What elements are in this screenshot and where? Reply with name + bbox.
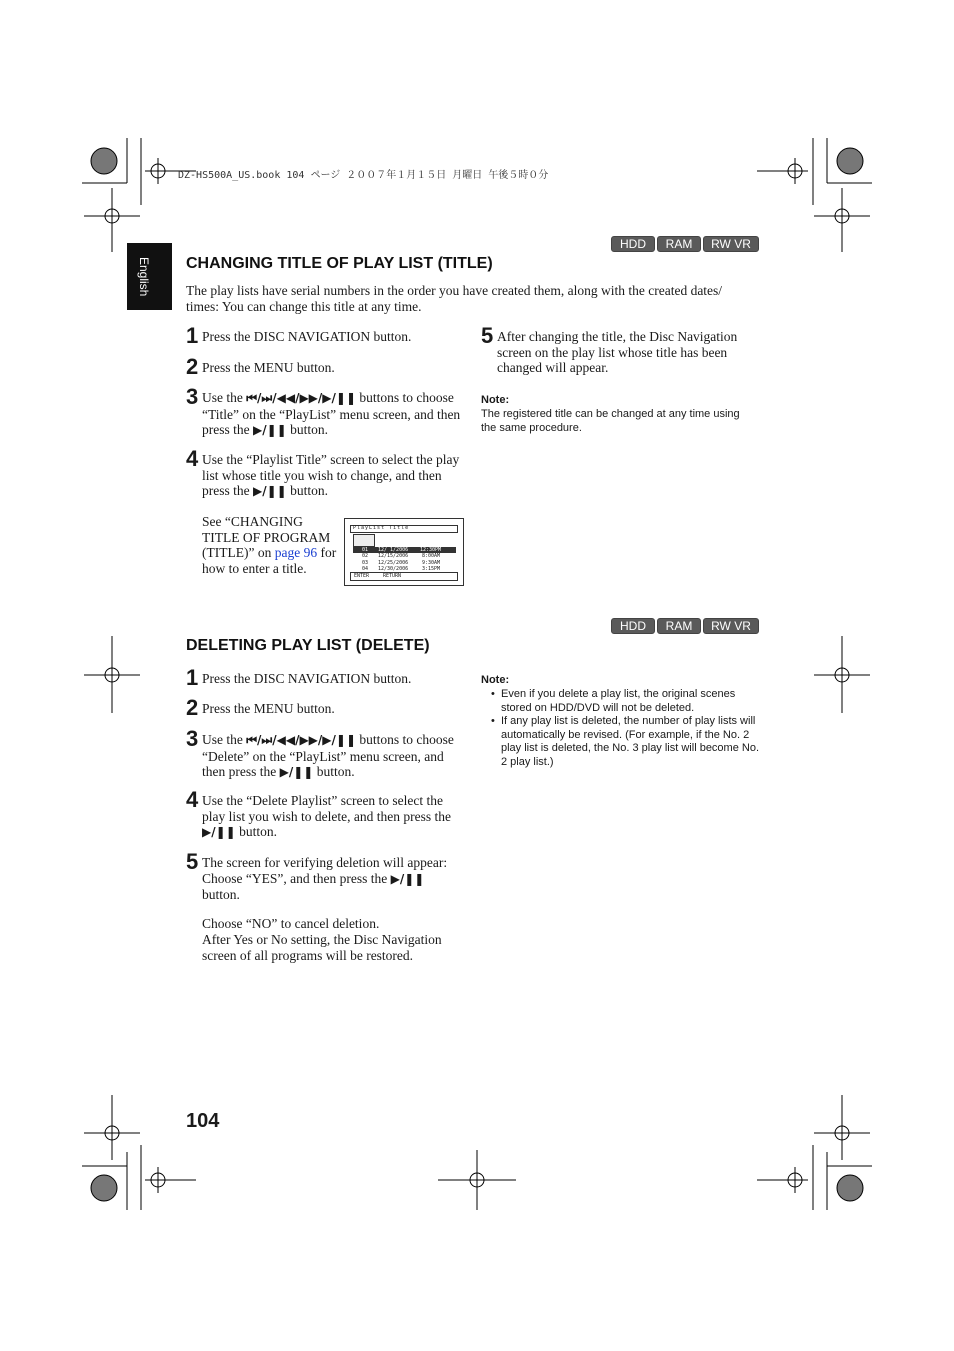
step-number: 3 (186, 384, 199, 409)
step-text: Use the (202, 732, 243, 747)
step-number: 2 (186, 695, 199, 720)
page-number: 104 (186, 1110, 220, 1132)
row-date: 12/15/2006 (378, 553, 409, 559)
enter-label: ENTER (354, 573, 370, 579)
row-no: 02 (362, 553, 369, 559)
note-text: The registered title can be changed at any time using the same procedure. (481, 408, 740, 434)
badge-ram: RAM (657, 618, 701, 634)
cancel-text: Choose “NO” to cancel deletion. (202, 916, 380, 931)
note-list (491, 688, 759, 769)
step-number: 5 (186, 849, 199, 874)
play-pause-icon: ▶/❚❚ (390, 871, 425, 886)
transport-buttons-icon: ⏮/⏭/◀◀/▶▶/▶/❚❚ (246, 391, 357, 405)
step-text: Press the DISC NAVIGATION button. (202, 329, 412, 344)
step-number: 1 (186, 665, 199, 690)
step-text: buttons to choose “Title” on the “PlayList” menu screen, and then press the (202, 390, 461, 437)
section1-intro: The play lists have serial numbers in the order you have created them, along with the created dates/ times: You can change this title at any time. (186, 283, 723, 314)
page-link[interactable]: page 96 (274, 545, 318, 560)
play-pause-icon: ▶/❚❚ (253, 484, 287, 498)
row-no: 03 (362, 560, 369, 566)
row-date: 12/25/2006 (378, 560, 409, 566)
step-number: 5 (481, 323, 494, 348)
badge-rw-vr: RW VR (703, 236, 759, 252)
note-item: • If any play list is deleted, the number of play lists will automatically be revised. (For example, if the No. 2 play list is deleted, the No. 3 play list will become No. 2 play list.) (501, 715, 759, 769)
section1-title: CHANGING TITLE OF PLAY LIST (TITLE) (186, 255, 493, 272)
badge-hdd: HDD (611, 236, 655, 252)
badge-ram: RAM (657, 236, 701, 252)
step-text: button. (290, 483, 328, 498)
step-text: button. (239, 824, 277, 839)
transport-buttons-icon: ⏮/⏭/◀◀/▶▶/▶/❚❚ (246, 733, 357, 747)
badge-rw-vr: RW VR (703, 618, 759, 634)
step-text: button. (202, 887, 240, 902)
step-number: 3 (186, 726, 199, 751)
step-text: Press the MENU button. (202, 701, 335, 716)
play-pause-icon: ▶/❚❚ (279, 765, 314, 779)
row-date: 12/ 1/2006 (378, 547, 409, 553)
step-text: The screen for verifying deletion will appear: Choose “YES”, and then press the (202, 855, 448, 886)
language-tab (127, 243, 172, 310)
badge-hdd: HDD (611, 618, 655, 634)
row-date: 12/30/2006 (378, 566, 409, 572)
step-text: Press the DISC NAVIGATION button. (202, 671, 412, 686)
step-text: Press the MENU button. (202, 360, 335, 375)
row-no: 04 (362, 566, 369, 572)
step-number: 1 (186, 323, 199, 348)
step-text: Use the (202, 390, 243, 405)
step-number: 2 (186, 354, 199, 379)
step-text: Use the “Delete Playlist” screen to select the play list you wish to delete, and then press the (202, 793, 451, 824)
see-reference (202, 514, 342, 576)
row-time: 8:00AM (422, 553, 441, 559)
see-text: See “CHANGING TITLE OF PROGRAM (TITLE)” on (202, 514, 331, 560)
language-tab-label: English (137, 257, 151, 297)
see-text: for how to enter a title. (202, 545, 337, 576)
note-heading: Note: (481, 674, 510, 686)
row-time: 9:30AM (422, 560, 441, 566)
step-text: Use the “Playlist Title” screen to select the play list whose title you wish to change, and then press the (202, 452, 460, 498)
play-pause-icon: ▶/❚❚ (253, 423, 287, 437)
row-no: 01 (362, 547, 369, 553)
section2-title: DELETING PLAY LIST (DELETE) (186, 637, 430, 654)
thumbnail-icon (353, 534, 375, 547)
playlist-title-screen (344, 518, 464, 586)
screen-title: PlayList Title (353, 525, 410, 531)
step-text: buttons to choose “Delete” on the “PlayList” menu screen, and then press the (202, 732, 454, 779)
step-text: After changing the title, the Disc Navigation screen on the play list whose title has been changed will appear. (497, 329, 738, 375)
step-number: 4 (186, 787, 199, 812)
row-time: 3:15PM (422, 566, 441, 572)
return-label: RETURN (383, 573, 402, 579)
step-text: button. (290, 422, 328, 437)
book-header: DZ-HS500A_US.book 104 ページ ２００７年１月１５日 月曜日 午後５時０分 (178, 170, 549, 181)
step-text: button. (316, 764, 355, 779)
play-pause-icon: ▶/❚❚ (202, 825, 236, 839)
note-item: • Even if you delete a play list, the original scenes stored on HDD/DVD will not be deleted. (501, 688, 759, 715)
step-number: 4 (186, 446, 199, 471)
note-heading: Note: (481, 394, 510, 406)
row-time: 12:30PM (420, 547, 442, 553)
restore-text: After Yes or No setting, the Disc Navigation screen of all programs will be restored. (202, 932, 442, 963)
